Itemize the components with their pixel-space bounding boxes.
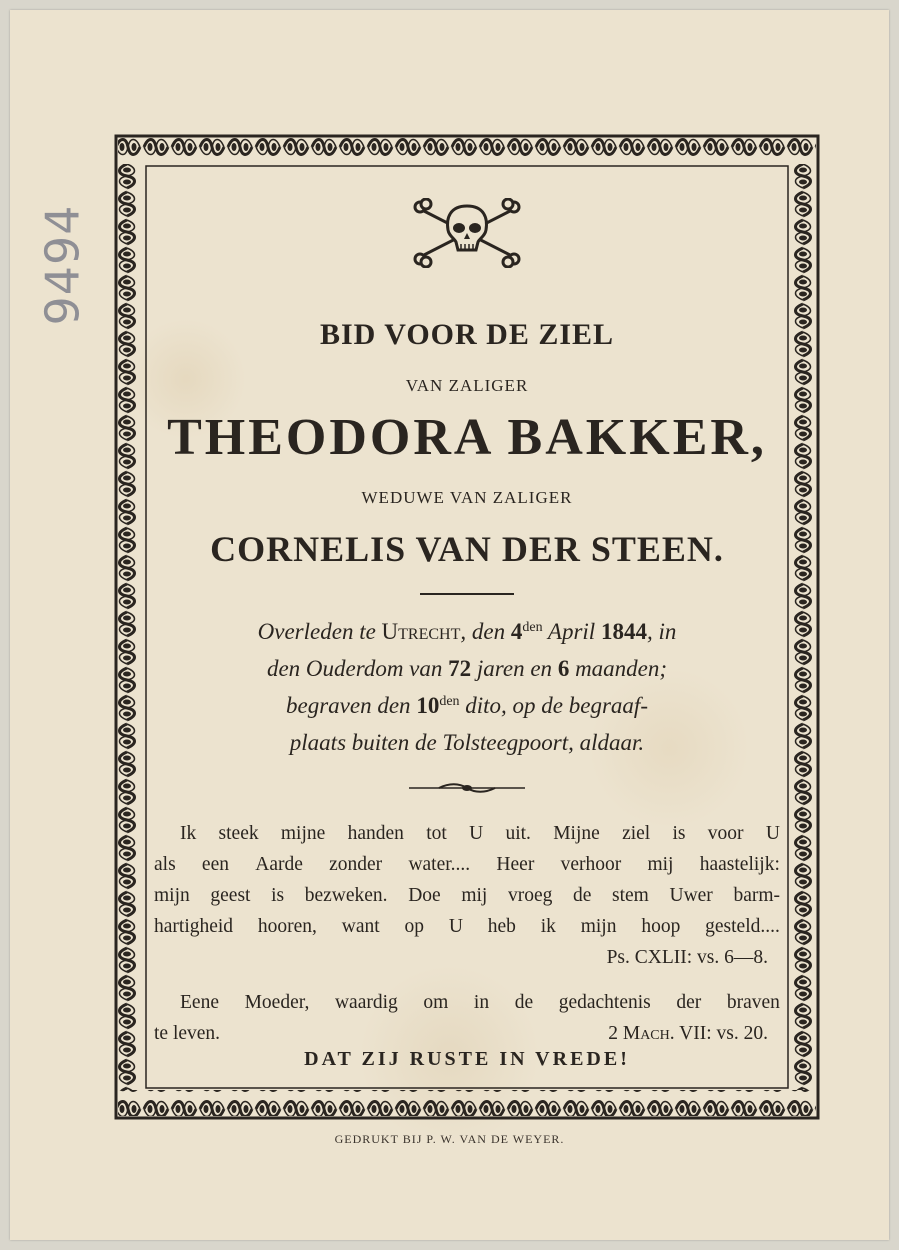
- verse-word: U: [469, 823, 484, 844]
- verse-word: steek: [218, 823, 259, 844]
- ornamental-frame: [114, 134, 820, 1120]
- printer-imprint: GEDRUKT BIJ P. W. VAN DE WEYER.: [334, 1132, 565, 1146]
- verse-word: mij: [647, 854, 674, 875]
- prayer-heading: BID VOOR DE ZIEL: [319, 318, 615, 351]
- husband-name: CORNELIS VAN DER STEEN.: [210, 529, 724, 569]
- verse-word: een: [201, 854, 229, 875]
- shelfmark-number: 9494: [36, 204, 91, 326]
- verse-word: op: [404, 916, 424, 937]
- verse-word: hoop: [641, 916, 681, 937]
- verse-word: voor: [707, 823, 744, 844]
- verse-word: Doe: [408, 885, 441, 906]
- verse-word: der: [676, 992, 702, 1013]
- maccabees-quote: [154, 987, 780, 1018]
- verse-word: U: [765, 823, 780, 844]
- deceased-name: THEODORA BAKKER,: [167, 409, 767, 466]
- verse-word: Ik: [180, 823, 197, 844]
- verse-line: [154, 880, 780, 911]
- scripture-quotes: [154, 818, 780, 1049]
- verse-line: [154, 849, 780, 880]
- death-notice-line: begraven den $10^{den}$ dito, op de begraaf-: [286, 693, 648, 718]
- verse-word: stem: [612, 885, 649, 906]
- verse-word: ziel: [622, 823, 651, 844]
- age-years: 72: [448, 656, 472, 681]
- verse-line: [154, 1018, 780, 1049]
- verse-word: hartigheid: [154, 916, 234, 937]
- verse-word: gesteld....: [705, 916, 780, 937]
- verse-word: hooren,: [257, 916, 317, 937]
- death-notice: [158, 613, 776, 761]
- verse-word: Eene: [180, 992, 219, 1013]
- verse-word: uit.: [505, 823, 531, 844]
- verse-word: bezweken.: [304, 885, 388, 906]
- skull-and-crossbones-icon: [412, 198, 522, 268]
- age-months: 6: [557, 656, 570, 681]
- verse-word: Heer: [496, 854, 535, 875]
- verse-word: gedachtenis: [558, 992, 651, 1013]
- place-name: Utrecht: [381, 619, 461, 644]
- verse-word: U: [448, 916, 463, 937]
- death-notice-line: plaats buiten de Tolsteegpoort, aldaar.: [289, 730, 645, 755]
- verse-word: mijn: [580, 916, 617, 937]
- verse-word: haastelijk:: [699, 854, 780, 875]
- verse-word: als: [154, 854, 176, 875]
- verse-word: zonder: [329, 854, 383, 875]
- memorial-card: [10, 10, 889, 1240]
- verse-word: in: [473, 992, 490, 1013]
- verse-line-end: te leven.: [154, 1023, 221, 1044]
- death-notice-line: Overleden te Utrecht, den $4^{den}$ April 1844, in: [257, 619, 677, 644]
- verse-word: de: [514, 992, 534, 1013]
- closing-prayer: DAT ZIJ RUSTE IN VREDE!: [304, 1048, 630, 1070]
- verse-word: is: [271, 885, 285, 906]
- death-year: 1844: [600, 619, 647, 644]
- verse-word: Mijne: [553, 823, 600, 844]
- van-zaliger-label: VAN ZALIGER: [405, 376, 529, 395]
- verse-word: Uwer: [669, 885, 713, 906]
- verse-line: [154, 987, 780, 1018]
- verse-word: Moeder,: [244, 992, 310, 1013]
- verse-word: is: [672, 823, 686, 844]
- verse-word: mijne: [280, 823, 326, 844]
- verse-line: [154, 818, 780, 849]
- verse-word: ik: [540, 916, 556, 937]
- verse-word: Aarde: [255, 854, 303, 875]
- verse-word: waardig: [334, 992, 398, 1013]
- weduwe-label: WEDUWE VAN ZALIGER: [361, 488, 573, 507]
- maccabees-reference: 2 Mach. VII: vs. 20.: [608, 1023, 768, 1044]
- verse-word: geest: [210, 885, 251, 906]
- divider-rule: [420, 593, 514, 595]
- burial-day: 10: [416, 693, 440, 718]
- verse-word: verhoor: [560, 854, 622, 875]
- card-text-area: [148, 168, 786, 1086]
- verse-line: [154, 911, 780, 942]
- psalm-quote: [154, 818, 780, 942]
- death-notice-line: den Ouderdom van 72 jaren en 6 maanden;: [266, 656, 668, 681]
- verse-word: barm-: [733, 885, 780, 906]
- pencil-shelfmark: [28, 200, 98, 330]
- verse-word: braven: [726, 992, 780, 1013]
- verse-word: want: [341, 916, 380, 937]
- verse-word: water....: [408, 854, 471, 875]
- verse-word: handen: [347, 823, 404, 844]
- verse-word: heb: [487, 916, 516, 937]
- death-day: 4: [510, 619, 523, 644]
- verse-word: mij: [461, 885, 488, 906]
- verse-word: de: [572, 885, 592, 906]
- verse-word: om: [423, 992, 449, 1013]
- psalm-reference: Ps. CXLII: vs. 6—8.: [606, 947, 768, 968]
- ornamental-rule: [409, 782, 525, 794]
- verse-word: tot: [426, 823, 447, 844]
- verse-word: vroeg: [507, 885, 553, 906]
- verse-word: mijn: [154, 885, 190, 906]
